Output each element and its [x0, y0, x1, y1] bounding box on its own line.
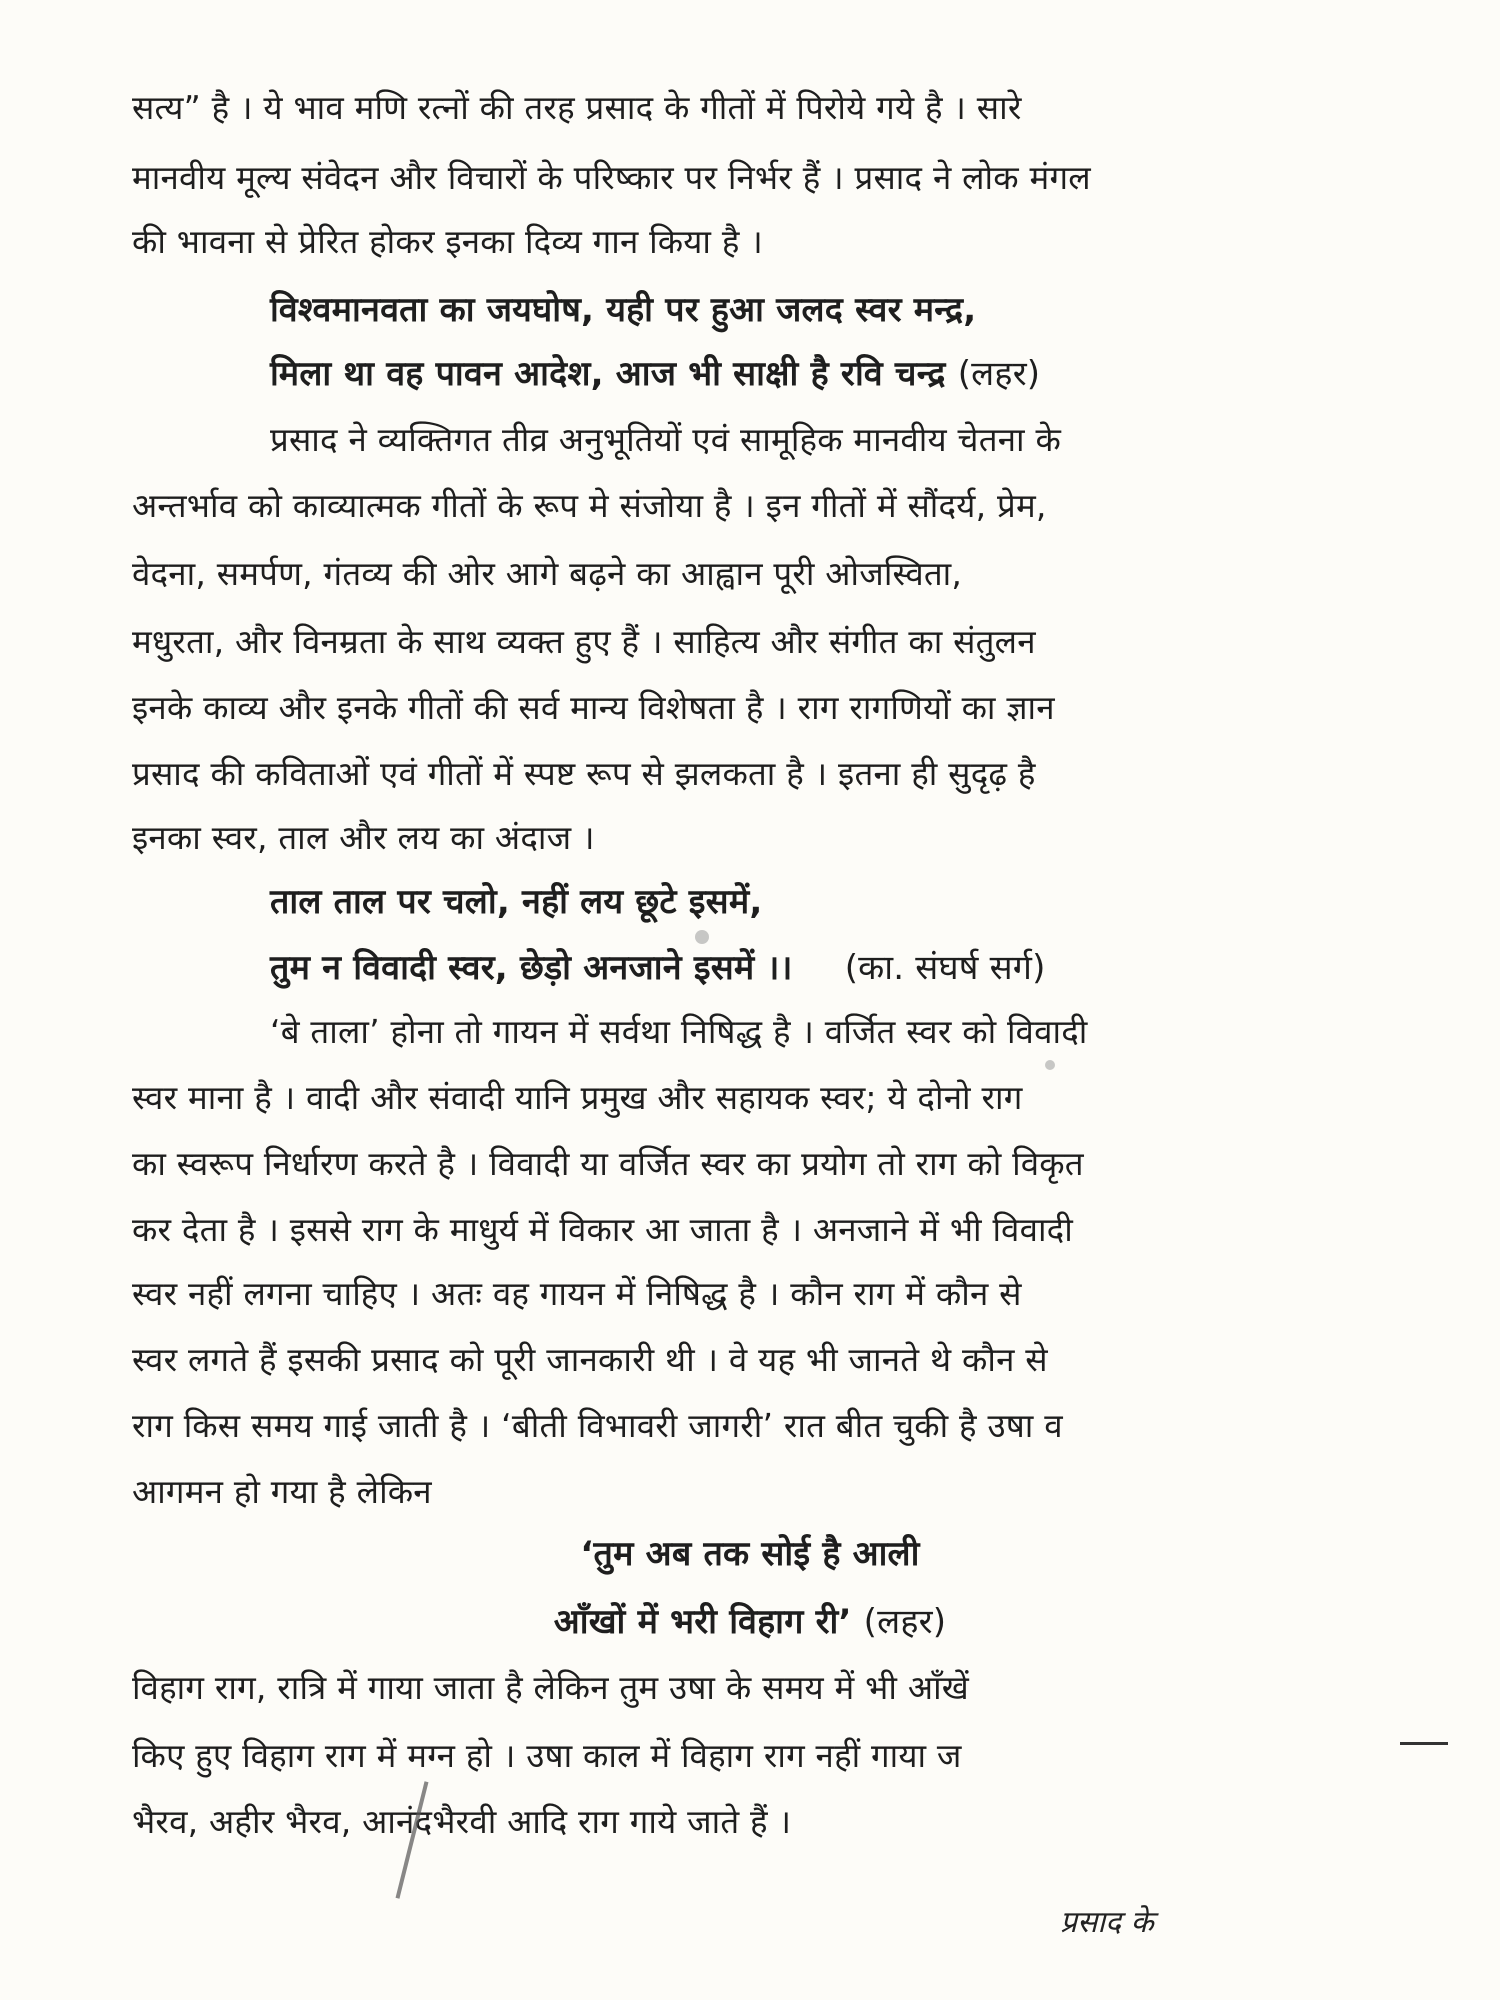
- paragraph-2-line-1: प्रसाद ने व्यक्तिगत तीव्र अनुभूतियों एवं सामूहिक मानवीय चेतना के: [270, 420, 1062, 459]
- paragraph-2-line-2: अन्तर्भाव को काव्यात्मक गीतों के रूप मे संजोया है । इन गीतों में सौंदर्य, प्रेम,: [132, 486, 1047, 525]
- verse-1-line-1: विश्वमानवता का जयघोष, यही पर हुआ जलद स्वर मन्द्र,: [270, 290, 977, 330]
- ink-speck: [1045, 1060, 1055, 1070]
- paragraph-4-line-1: विहाग राग, रात्रि में गाया जाता है लेकिन तुम उषा के समय में भी आँखें: [132, 1668, 969, 1707]
- paragraph-3-line-6: स्वर लगते हैं इसकी प्रसाद को पूरी जानकारी थी । वे यह भी जानते थे कौन से: [132, 1340, 1048, 1379]
- paragraph-1-line-3: की भावना से प्रेरित होकर इनका दिव्य गान किया है ।: [132, 222, 763, 261]
- paragraph-4-line-3: भैरव, अहीर भैरव, आनंदभैरवी आदि राग गाये जाते हैं ।: [132, 1802, 792, 1841]
- edge-mark: [1400, 1742, 1448, 1745]
- verse-2-citation: (का. संघर्ष सर्ग): [844, 948, 1046, 988]
- verse-2-line-2: [270, 946, 1046, 990]
- paragraph-2-line-6: प्रसाद की कविताओं एवं गीतों में स्पष्ट रूप से झलकता है । इतना ही सुदृढ़ है: [132, 754, 1036, 793]
- paragraph-3-line-1: ‘बे ताला’ होना तो गायन में सर्वथा निषिद्ध है । वर्जित स्वर को विवादी: [270, 1012, 1088, 1051]
- paragraph-1-line-1: सत्य” है । ये भाव मणि रत्नों की तरह प्रसाद के गीतों में पिरोये गये है । सारे: [132, 88, 1022, 127]
- verse-3-line-2-text: आँखों में भरी विहाग री’: [553, 1602, 852, 1642]
- paragraph-2-line-7: इनका स्वर, ताल और लय का अंदाज ।: [132, 818, 595, 857]
- paragraph-4-line-2: किए हुए विहाग राग में मग्न हो । उषा काल में विहाग राग नहीं गाया ज: [132, 1736, 962, 1775]
- verse-3-line-1: ‘तुम अब तक सोई है आली: [580, 1534, 920, 1574]
- paragraph-3-line-2: स्वर माना है । वादी और संवादी यानि प्रमुख और सहायक स्वर; ये दोनो राग: [132, 1078, 1023, 1117]
- paragraph-3-line-8: आगमन हो गया है लेकिन: [132, 1472, 432, 1511]
- verse-1-citation: (लहर): [957, 354, 1041, 394]
- paragraph-3-line-3: का स्वरूप निर्धारण करते है । विवादी या वर्जित स्वर का प्रयोग तो राग को विकृत: [132, 1144, 1084, 1183]
- verse-3-citation: (लहर): [863, 1602, 947, 1642]
- paragraph-2-line-3: वेदना, समर्पण, गंतव्य की ओर आगे बढ़ने का आह्वान पूरी ओजस्विता,: [132, 554, 963, 593]
- paragraph-1-line-2: मानवीय मूल्य संवेदन और विचारों के परिष्कार पर निर्भर हैं । प्रसाद ने लोक मंगल: [132, 158, 1091, 197]
- paragraph-3-line-4: कर देता है । इससे राग के माधुर्य में विकार आ जाता है । अनजाने में भी विवादी: [132, 1210, 1073, 1249]
- verse-3-line-2: [0, 1600, 1500, 1644]
- ink-speck: [695, 930, 709, 944]
- paragraph-2-line-4: मधुरता, और विनम्रता के साथ व्यक्त हुए हैं । साहित्य और संगीत का संतुलन: [132, 622, 1036, 661]
- verse-1-line-2: [270, 352, 1040, 396]
- verse-1-line-2-text: मिला था वह पावन आदेश, आज भी साक्षी है रवि चन्द्र: [270, 354, 946, 394]
- paragraph-3-line-7: राग किस समय गाई जाती है । ‘बीती विभावरी जागरी’ रात बीत चुकी है उषा व: [132, 1406, 1063, 1445]
- paragraph-2-line-5: इनके काव्य और इनके गीतों की सर्व मान्य विशेषता है । राग रागणियों का ज्ञान: [132, 688, 1055, 727]
- page-footer: प्रसाद के: [1060, 1905, 1154, 1940]
- paragraph-3-line-5: स्वर नहीं लगना चाहिए । अतः वह गायन में निषिद्ध है । कौन राग में कौन से: [132, 1274, 1022, 1313]
- verse-2-line-2-text: तुम न विवादी स्वर, छेड़ो अनजाने इसमें ।।: [270, 948, 793, 988]
- verse-2-line-1: ताल ताल पर चलो, नहीं लय छूटे इसमें,: [270, 882, 763, 922]
